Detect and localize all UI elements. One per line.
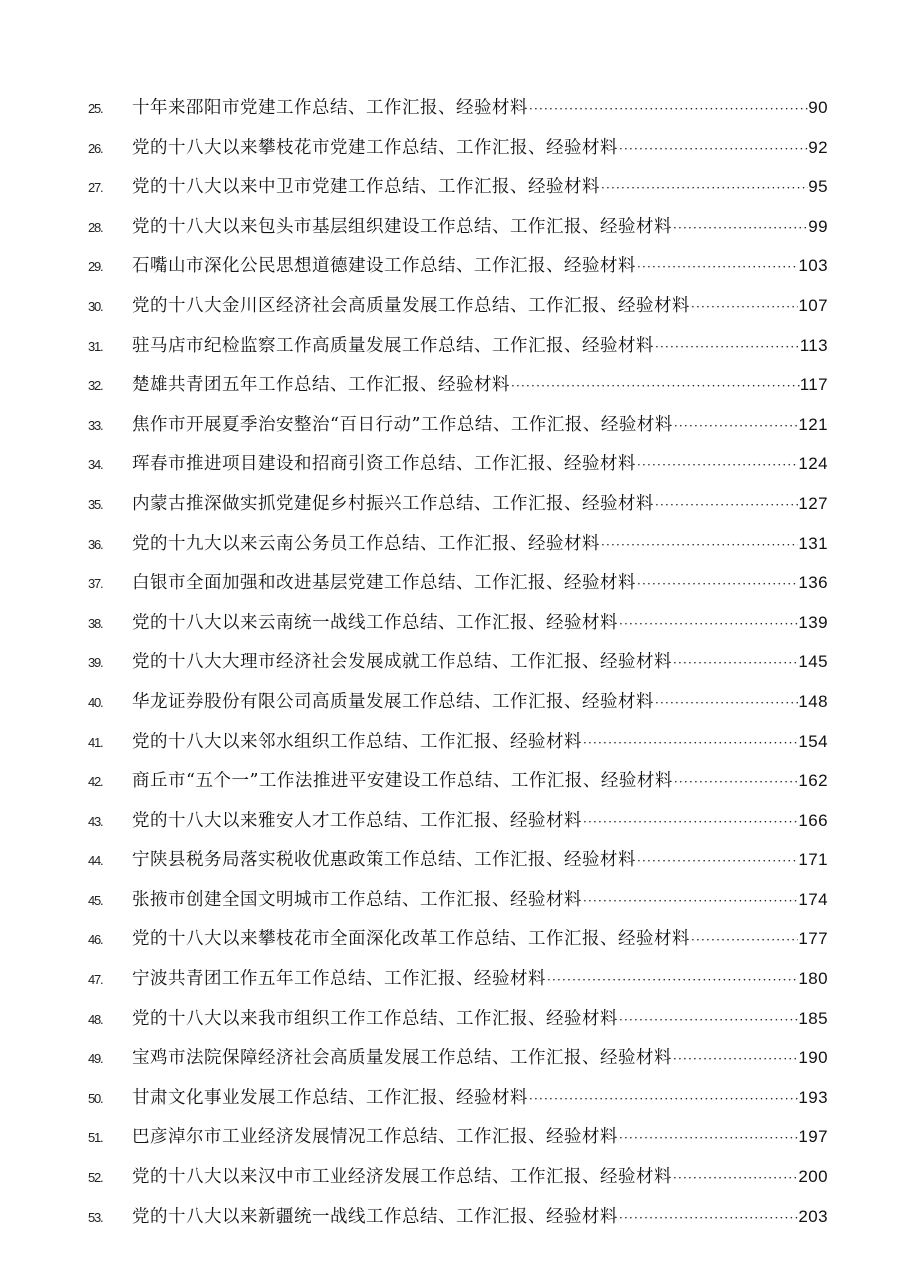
toc-entry-page: 121: [798, 414, 828, 434]
toc-entry-number: 46.: [88, 932, 103, 948]
toc-entry-number: 38.: [88, 615, 103, 631]
toc-entry-number: 41.: [88, 734, 103, 750]
toc-leader-dots: [654, 328, 800, 368]
toc-entry-title: 甘肃文化事业发展工作总结、工作汇报、经验材料: [132, 1087, 528, 1108]
toc-entry-page: 190: [798, 1048, 828, 1068]
toc-entry-page: 107: [798, 295, 828, 315]
toc-entry-number: 40.: [88, 694, 103, 710]
toc-entry-page: 95: [808, 177, 828, 197]
toc-entry-number: 28.: [88, 219, 103, 235]
toc-entry-title: 党的十八大以来攀枝花市全面深化改革工作总结、工作汇报、经验材料: [132, 929, 690, 950]
toc-entry[interactable]: [88, 524, 828, 564]
toc-entry-number: 43.: [88, 813, 103, 829]
toc-entry-number: 35.: [88, 496, 103, 512]
toc-leader-dots: [690, 921, 798, 961]
table-of-contents: [88, 88, 828, 1236]
toc-entry[interactable]: [88, 246, 828, 286]
toc-entry-page: 113: [799, 335, 828, 355]
toc-entry[interactable]: [88, 286, 828, 326]
toc-leader-dots: [618, 1119, 798, 1159]
toc-entry[interactable]: [88, 88, 828, 128]
toc-entry[interactable]: [88, 405, 828, 445]
toc-leader-dots: [582, 724, 798, 764]
toc-entry-title: 党的十八大以来邻水组织工作总结、工作汇报、经验材料: [132, 731, 582, 752]
toc-entry-number: 29.: [88, 259, 103, 275]
toc-entry-title: 党的十八大以来我市组织工作工作总结、工作汇报、经验材料: [132, 1008, 618, 1029]
toc-entry[interactable]: [88, 167, 828, 207]
toc-entry[interactable]: [88, 642, 828, 682]
toc-entry-title: 宁波共青团工作五年工作总结、工作汇报、经验材料: [132, 969, 546, 990]
toc-entry[interactable]: [88, 207, 828, 247]
toc-entry-title: 楚雄共青团五年工作总结、工作汇报、经验材料: [132, 375, 510, 396]
toc-entry-page: 103: [798, 256, 828, 276]
toc-entry-title: 宝鸡市法院保障经济社会高质量发展工作总结、工作汇报、经验材料: [132, 1048, 672, 1069]
toc-leader-dots: [672, 1040, 798, 1080]
toc-leader-dots: [528, 1080, 798, 1120]
toc-entry[interactable]: [88, 801, 828, 841]
toc-entry-title: 党的十八大以来包头市基层组织建设工作总结、工作汇报、经验材料: [132, 216, 672, 237]
toc-entry-number: 44.: [88, 853, 103, 869]
toc-entry-title: 党的十八大金川区经济社会高质量发展工作总结、工作汇报、经验材料: [132, 295, 690, 316]
toc-entry[interactable]: [88, 761, 828, 801]
toc-entry-title: 石嘴山市深化公民思想道德建设工作总结、工作汇报、经验材料: [132, 256, 636, 277]
toc-entry[interactable]: [88, 1197, 828, 1237]
toc-entry-number: 53.: [88, 1209, 103, 1225]
toc-entry-page: 124: [798, 454, 828, 474]
toc-entry-page: 145: [798, 652, 828, 672]
toc-entry-page: 127: [798, 493, 828, 513]
toc-entry-number: 39.: [88, 655, 103, 671]
toc-entry-number: 47.: [88, 972, 103, 988]
toc-entry-title: 焦作市开展夏季治安整治“百日行动”工作总结、工作汇报、经验材料: [132, 414, 673, 435]
toc-entry[interactable]: [88, 919, 828, 959]
toc-entry-page: 166: [798, 810, 828, 830]
toc-entry[interactable]: [88, 722, 828, 762]
toc-leader-dots: [690, 288, 798, 328]
toc-entry[interactable]: [88, 563, 828, 603]
toc-entry[interactable]: [88, 444, 828, 484]
toc-entry[interactable]: [88, 682, 828, 722]
toc-entry-page: 131: [798, 533, 828, 553]
toc-entry[interactable]: [88, 1078, 828, 1118]
toc-leader-dots: [636, 565, 798, 605]
toc-leader-dots: [618, 1001, 798, 1041]
toc-entry-number: 51.: [88, 1130, 103, 1146]
toc-leader-dots: [582, 803, 798, 843]
toc-entry-number: 45.: [88, 892, 103, 908]
toc-leader-dots: [600, 526, 798, 566]
toc-leader-dots: [528, 90, 808, 130]
toc-entry-number: 25.: [88, 101, 103, 116]
toc-leader-dots: [636, 248, 798, 288]
toc-entry-page: 90: [808, 98, 828, 117]
toc-entry-number: 30.: [88, 298, 103, 314]
toc-entry-page: 136: [798, 573, 828, 593]
toc-entry-number: 37.: [88, 576, 103, 592]
toc-entry-page: 203: [798, 1206, 828, 1226]
toc-entry-number: 36.: [88, 536, 103, 552]
toc-entry[interactable]: [88, 1038, 828, 1078]
toc-entry[interactable]: [88, 840, 828, 880]
toc-entry-page: 148: [798, 691, 828, 711]
toc-entry[interactable]: [88, 880, 828, 920]
toc-leader-dots: [618, 130, 808, 170]
toc-entry-page: 180: [798, 969, 828, 989]
toc-leader-dots: [510, 367, 800, 407]
toc-entry-title: 党的十八大以来中卫市党建工作总结、工作汇报、经验材料: [132, 177, 600, 198]
toc-entry-number: 32.: [88, 378, 103, 394]
toc-entry-title: 内蒙古推深做实抓党建促乡村振兴工作总结、工作汇报、经验材料: [132, 493, 654, 514]
toc-entry[interactable]: [88, 1157, 828, 1197]
toc-entry-number: 33.: [88, 417, 103, 433]
toc-leader-dots: [672, 209, 808, 249]
toc-entry-title: 党的十八大以来新疆统一战线工作总结、工作汇报、经验材料: [132, 1206, 618, 1227]
toc-leader-dots: [546, 961, 798, 1001]
toc-entry-title: 党的十八大以来攀枝花市党建工作总结、工作汇报、经验材料: [132, 137, 618, 158]
toc-entry-page: 171: [798, 850, 828, 870]
toc-entry[interactable]: [88, 365, 828, 405]
toc-entry-title: 华龙证券股份有限公司高质量发展工作总结、工作汇报、经验材料: [132, 691, 654, 712]
toc-entry-number: 34.: [88, 457, 103, 473]
toc-leader-dots: [673, 763, 799, 803]
toc-entry-page: 154: [798, 731, 828, 751]
toc-leader-dots: [600, 169, 808, 209]
toc-entry-page: 117: [799, 375, 828, 395]
toc-entry[interactable]: [88, 326, 828, 366]
toc-entry-page: 139: [798, 612, 828, 632]
toc-entry-title: 驻马店市纪检监察工作高质量发展工作总结、工作汇报、经验材料: [132, 335, 654, 356]
toc-leader-dots: [654, 684, 798, 724]
toc-entry-page: 99: [808, 216, 828, 236]
toc-leader-dots: [673, 407, 799, 447]
toc-entry[interactable]: [88, 999, 828, 1039]
toc-entry-page: 197: [798, 1127, 828, 1147]
toc-leader-dots: [618, 605, 798, 645]
toc-entry-title: 党的十八大以来汉中市工业经济发展工作总结、工作汇报、经验材料: [132, 1167, 672, 1188]
toc-entry-title: 十年来邵阳市党建工作总结、工作汇报、经验材料: [132, 98, 528, 118]
toc-entry-title: 党的十九大以来云南公务员工作总结、工作汇报、经验材料: [132, 533, 600, 554]
toc-entry-title: 巴彦淖尔市工业经济发展情况工作总结、工作汇报、经验材料: [132, 1127, 618, 1148]
toc-entry-title: 党的十八大以来云南统一战线工作总结、工作汇报、经验材料: [132, 612, 618, 633]
toc-entry-page: 162: [798, 771, 828, 791]
toc-entry[interactable]: [88, 484, 828, 524]
toc-entry-number: 26.: [88, 140, 103, 156]
toc-entry-page: 193: [798, 1087, 828, 1107]
toc-entry-page: 177: [798, 929, 828, 949]
toc-entry-page: 92: [808, 137, 828, 157]
toc-leader-dots: [672, 644, 798, 684]
toc-entry-number: 42.: [88, 774, 103, 790]
toc-leader-dots: [654, 486, 798, 526]
toc-entry-page: 200: [798, 1167, 828, 1187]
toc-entry-title: 张掖市创建全国文明城市工作总结、工作汇报、经验材料: [132, 889, 582, 910]
toc-entry-page: 185: [798, 1008, 828, 1028]
toc-entry[interactable]: [88, 959, 828, 999]
toc-entry[interactable]: [88, 1117, 828, 1157]
toc-leader-dots: [582, 882, 798, 922]
toc-entry-title: 白银市全面加强和改进基层党建工作总结、工作汇报、经验材料: [132, 573, 636, 594]
toc-entry-number: 50.: [88, 1090, 103, 1106]
toc-entry-title: 珲春市推进项目建设和招商引资工作总结、工作汇报、经验材料: [132, 454, 636, 475]
toc-entry-number: 49.: [88, 1051, 103, 1067]
toc-entry-title: 党的十八大大理市经济社会发展成就工作总结、工作汇报、经验材料: [132, 652, 672, 673]
toc-entry[interactable]: [88, 128, 828, 168]
toc-entry[interactable]: [88, 603, 828, 643]
toc-entry-page: 174: [798, 889, 828, 909]
toc-entry-number: 52.: [88, 1170, 103, 1186]
toc-leader-dots: [672, 1159, 798, 1199]
toc-entry-title: 党的十八大以来雅安人才工作总结、工作汇报、经验材料: [132, 810, 582, 831]
toc-entry-number: 48.: [88, 1011, 103, 1027]
toc-leader-dots: [636, 842, 798, 882]
toc-leader-dots: [618, 1199, 798, 1239]
toc-entry-number: 31.: [88, 338, 103, 354]
toc-entry-title: 宁陕县税务局落实税收优惠政策工作总结、工作汇报、经验材料: [132, 850, 636, 871]
toc-leader-dots: [636, 446, 798, 486]
toc-entry-number: 27.: [88, 180, 103, 196]
toc-entry-title: 商丘市“五个一”工作法推进平安建设工作总结、工作汇报、经验材料: [132, 771, 673, 792]
